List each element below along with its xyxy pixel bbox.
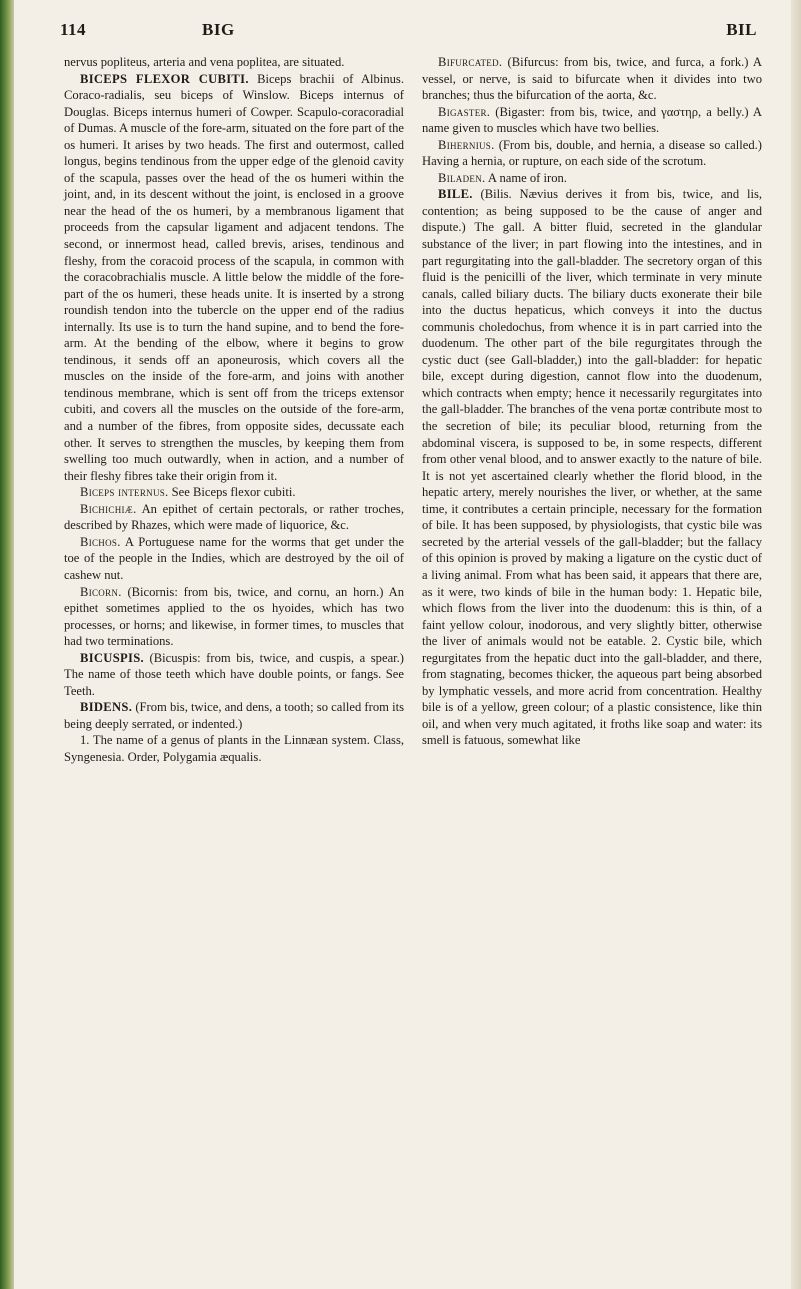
entry-biladen [422, 170, 762, 187]
entry-text: (Bilis. Nævius derives it from bis, twice, and lis, contention; as being supposed to be the cause of anger and dispute.) The gall. A bitter fluid, secreted in the glandular substance of the liver; in part flowing into the intestines, and in part regurgitating into the gall-bladder. The secretory organ of this fluid is the penicilli of the liver, which terminate in very minute canals, called biliary ducts. The biliary ducts exonerate their bile into the ductus hepaticus, which conveys it into the ductus communis choledochus, from whence it is in part carried into the duodenum. The other part of the bile regurgitates through the cystic duct (see Gall-bladder,) into the gall-bladder: for hepatic bile, except during digestion, cannot flow into the duodenum, which contracts when empty; hence it necessarily regurgitates into the gall-bladder. The branches of the vena portæ contribute most to the secretion of bile; its peculiar blood, returning from the abdominal viscera, is supposed to be, in some respects, different from other venal blood, and to answer exactly to the nature of bile. It is not yet ascertained clearly whether the florid blood, in the hepatic artery, merely nourishes the liver, or whether, at the same time, it contributes a certain principle, necessary for the formation of bile. It has been supposed, by physiologists, that cystic bile was secreted by the arterial vessels of the gall-bladder; but the fallacy of this opinion is proved by making a ligature on the cystic duct of a living animal. From what has been said, it appears that there are, as it were, two kinds of bile in the human body: 1. Hepatic bile, which flows from the liver into the duodenum: this is thin, of a faint yellow colour, inodorous, and very slightly bitter, otherwise the liver of animals would not be eatable. 2. Cystic bile, which regurgitates from the hepatic duct into the gall-bladder, and there, from stagnating, becomes thicker, the aqueous part being absorbed by lymphatic vessels, and more acrid from concentration. Healthy bile is of a yellow, green colour; of a plastic consistence, like thin oil, and when very much agitated, it froths like soap and water: its smell is fatuous, somewhat like [422, 187, 762, 748]
entry-bichichiae [64, 501, 404, 534]
headword: BIDENS. [80, 700, 133, 715]
left-column [64, 54, 404, 766]
entry-bichos [64, 534, 404, 584]
page-number: 114 [60, 20, 87, 39]
entry-bicuspis [64, 650, 404, 700]
entry-continuation: nervus popliteus, arteria and vena poplitea, are situated. [64, 55, 345, 69]
entry-text: A name of iron. [485, 170, 567, 185]
entry-text: (Bicuspis: from bis, twice, and cuspis, a spear.) The name of those teeth which have double points, or fangs. See Teeth. [64, 650, 404, 698]
headword: Biladen. [438, 170, 486, 185]
entry-biceps-internus [64, 484, 404, 501]
entry-bihernius [422, 137, 762, 170]
headword: Bichichiæ. [80, 501, 137, 516]
entry-bigaster [422, 104, 762, 137]
headword: Biceps internus. [80, 485, 169, 500]
entry-text: (Bifurcus: from bis, twice, and furca, a fork.) A vessel, or nerve, is said to bifurcate when it divides into two branches; thus the bifurcation of the aorta, &c. [422, 55, 762, 103]
entry-bifurcated [422, 54, 762, 104]
headword: Bichos. [80, 534, 121, 549]
headword: BILE. [438, 187, 473, 202]
page-edge-right [791, 0, 801, 1289]
entry-text: See Biceps flexor cubiti. [168, 485, 296, 500]
headword: BICEPS FLEXOR CUBITI. [80, 71, 249, 86]
entry-text: Biceps brachii of Albinus. Coraco-radialis, seu biceps of Winslow. Biceps internus of Douglas. Biceps internus humeri of Cowper. Scapulo-coracoradial of Dumas. A muscle of the fore-arm, situated on the fore part of the os humeri. It arises by two heads. The first and outermost, called longus, begins tendinous from the upper edge of the glenoid cavity of the scapula, passes over the head of the os humeri within the joint, and, in its descent without the joint, is enclosed in a groove near the head of the os humeri, by a membranous ligament that proceeds from the capsular ligament and adjacent tendons. The second, or innermost head, called brevis, arises, tendinous and fleshy, from the coracoid process of the scapula, in common with the coracobrachialis muscle. A little below the middle of the fore-part of the os humeri, these heads unite. It is inserted by a strong roundish tendon into the tubercle on the upper end of the radius internally. Its use is to turn the hand supine, and to bend the fore-arm. At the bending of the elbow, where it begins to grow tendinous, it sends off an aponeurosis, which covers all the muscles on the inside of the fore-arm, and joins with another tendinous membrane, which is sent off from the triceps extensor cubiti, and covers all the muscles on the outside of the fore-arm, and a number of the fibres, from opposite sides, decussate each other. It serves to strengthen the muscles, by keeping them from swelling too much outwardly, when in action, and a number of their fleshy fibres take their origin from it. [64, 71, 404, 483]
running-header [60, 20, 757, 46]
entry-biceps-flexor-cubiti [64, 71, 404, 485]
headword: Bifurcated. [438, 55, 503, 69]
header-right-word: BIL [726, 20, 757, 39]
headword: Bigaster. [438, 104, 491, 119]
right-column [422, 54, 762, 749]
entry-text: A Portuguese name for the worms that get under the toe of the people in the Indies, which are destroyed by the oil of cashew nut. [64, 534, 404, 582]
headword: BICUSPIS. [80, 650, 144, 665]
entry-text: (Bicornis: from bis, twice, and cornu, an horn.) An epithet sometimes applied to the os hyoides, which has two processes, or horns; and likewise, in former times, to muscles that had two terminations. [64, 584, 404, 649]
book-spine-edge [0, 0, 14, 1289]
entry-text: (From bis, twice, and dens, a tooth; so called from its being deeply serrated, or indented.) [64, 700, 404, 731]
entry-text: (From bis, double, and hernia, a disease so called.) Having a hernia, or rupture, on each side of the scrotum. [422, 137, 762, 169]
entry-text: An epithet of certain pectorals, or rather troches, described by Rhazes, which were made of liquorice, &c. [64, 501, 404, 533]
headword: Bihernius. [438, 137, 495, 152]
headword: Bicorn. [80, 584, 122, 599]
entry-bidens [64, 699, 404, 732]
entry-text: (Bigaster: from bis, twice, and γαστηρ, a belly.) A name given to muscles which have two bellies. [422, 104, 762, 136]
entry-bile [422, 186, 762, 749]
entry-bicorn [64, 584, 404, 650]
entry-bidens-sense-1: 1. The name of a genus of plants in the Linnæan system. Class, Syngenesia. Order, Polygamia æqualis. [64, 733, 404, 764]
header-left-word: BIG [202, 20, 235, 39]
